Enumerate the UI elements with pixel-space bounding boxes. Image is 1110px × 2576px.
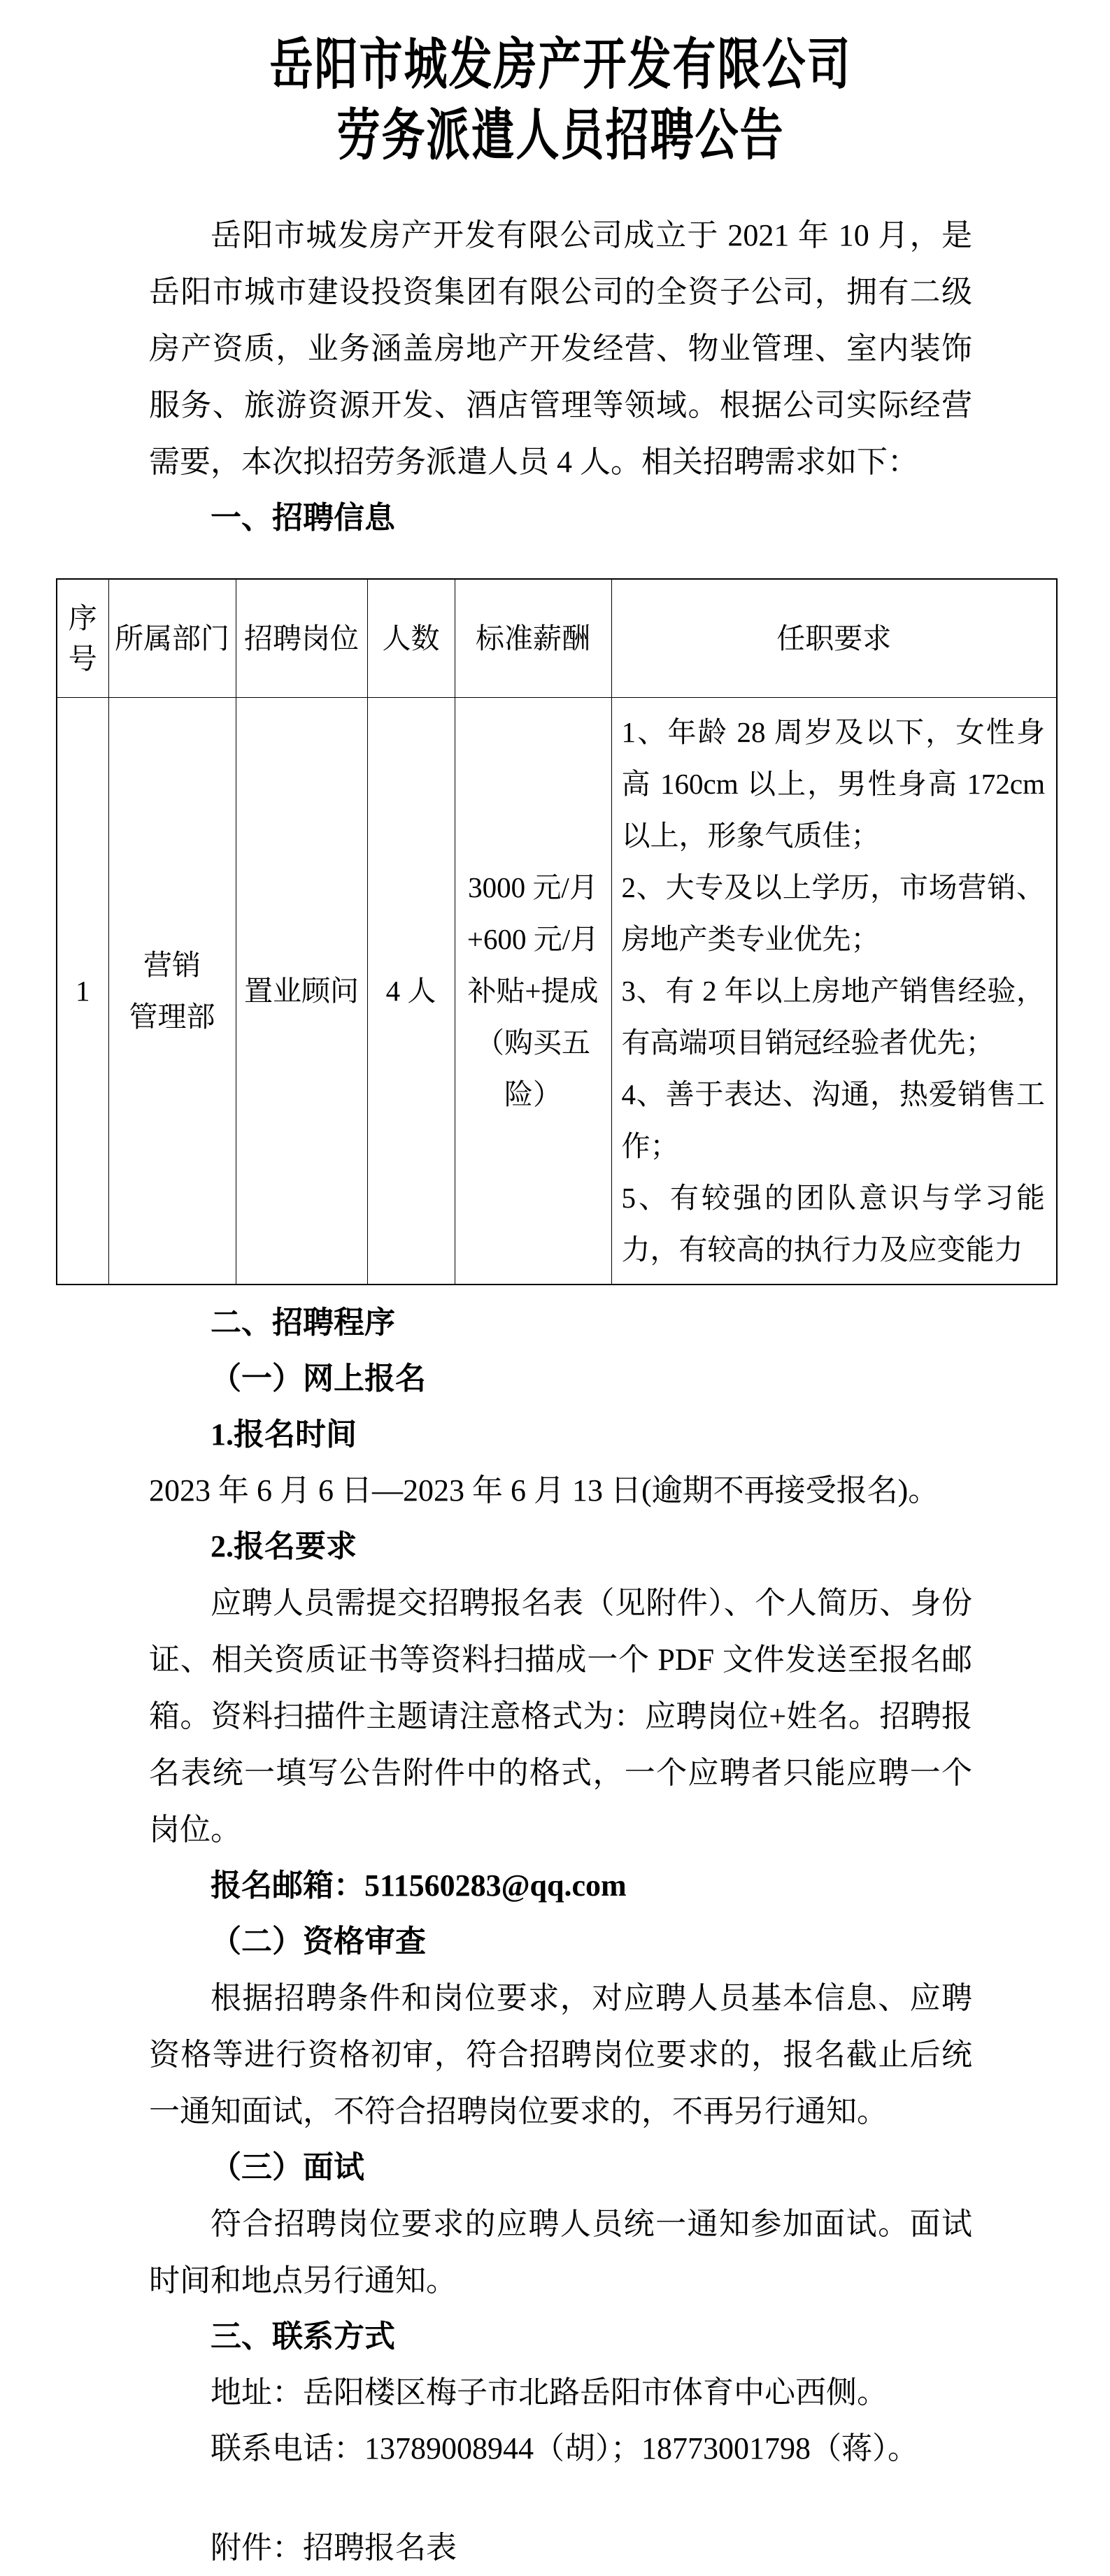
address-line: 地址：岳阳楼区梅子市北路岳阳市体育中心西侧。 <box>211 2375 888 2410</box>
col-header-salary: 标准薪酬 <box>455 579 611 698</box>
col-header-department: 所属部门 <box>108 579 236 698</box>
registration-time-heading: 1.报名时间 <box>211 1417 357 1452</box>
registration-requirements-heading: 2.报名要求 <box>211 1529 357 1564</box>
cell-index: 1 <box>57 698 108 1285</box>
section-2-sub-2-heading: （二）资格审查 <box>211 1924 426 1959</box>
col-header-headcount: 人数 <box>367 579 455 698</box>
registration-time-text: 2023 年 6 月 6 日—2023 年 6 月 13 日(逾期不再接受报名)。 <box>149 1473 939 1508</box>
interview-text: 符合招聘岗位要求的应聘人员统一通知参加面试。面试时间和地点另行通知。 <box>149 2207 972 2298</box>
cell-requirements: 1、年龄 28 周岁及以下，女性身高 160cm 以上，男性身高 172cm 以上，形象气质佳； 2、大专及以上学历，市场营销、房地产类专业优先； 3、有 2 年以上房地产销售经验，有高端项目销冠经验者优先； 4、善于表达、沟通，热爱销售工作； 5、有较强的团队意识与学习能力，有较高的执行力及应变能力 <box>611 698 1057 1285</box>
section-2-sub-3-heading: （三）面试 <box>211 2150 364 2184</box>
table-row <box>57 698 1057 1285</box>
qualification-review-text: 根据招聘条件和岗位要求，对应聘人员基本信息、应聘资格等进行资格初审，符合招聘岗位要求的，报名截止后统一通知面试，不符合招聘岗位要求的，不再另行通知。 <box>149 1981 972 2128</box>
section-2-sub-1-heading: （一）网上报名 <box>211 1361 426 1396</box>
col-header-position: 招聘岗位 <box>236 579 367 698</box>
col-header-requirements: 任职要求 <box>611 579 1057 698</box>
phone-line: 联系电话：13789008944（胡）；18773001798（蒋）。 <box>211 2431 918 2466</box>
cell-position: 置业顾问 <box>236 698 367 1285</box>
registration-requirements-text: 应聘人员需提交招聘报名表（见附件）、个人简历、身份证、相关资质证书等资料扫描成一个 PDF 文件发送至报名邮箱。资料扫描件主题请注意格式为：应聘岗位+姓名。招聘报名表统一填写公告附件中的格式，一个应聘者只能应聘一个岗位。 <box>149 1586 972 1847</box>
section-2-heading: 二、招聘程序 <box>211 1305 395 1340</box>
cell-salary: 3000 元/月 +600 元/月 补贴+提成 （购买五险） <box>455 698 611 1285</box>
col-header-index: 序 号 <box>57 579 108 698</box>
doc-title-line-1: 岳阳市城发房产开发有限公司 <box>269 35 852 96</box>
section-1-heading: 一、招聘信息 <box>211 501 395 535</box>
table-header-row <box>57 579 1057 698</box>
doc-title <box>149 0 972 172</box>
doc-title-line-2: 劳务派遣人员招聘公告 <box>336 106 785 167</box>
intro-paragraph: 岳阳市城发房产开发有限公司成立于 2021 年 10 月，是岳阳市城市建设投资集团有限公司的全资子公司，拥有二级房产资质，业务涵盖房地产开发经营、物业管理、室内装饰服务、旅游资源开发、酒店管理等领域。根据公司实际经营需要，本次拟招劳务派遣人员 4 人。相关招聘需求如下： <box>149 218 972 479</box>
recruitment-table <box>56 578 1058 1285</box>
attachment-line: 附件：招聘报名表 <box>211 2531 457 2565</box>
cell-department: 营销 管理部 <box>108 698 236 1285</box>
recruitment-table-wrap <box>56 578 1056 1285</box>
registration-email-line: 报名邮箱：511560283@qq.com <box>211 1868 627 1903</box>
section-3-heading: 三、联系方式 <box>211 2319 395 2354</box>
cell-headcount: 4 人 <box>367 698 455 1285</box>
